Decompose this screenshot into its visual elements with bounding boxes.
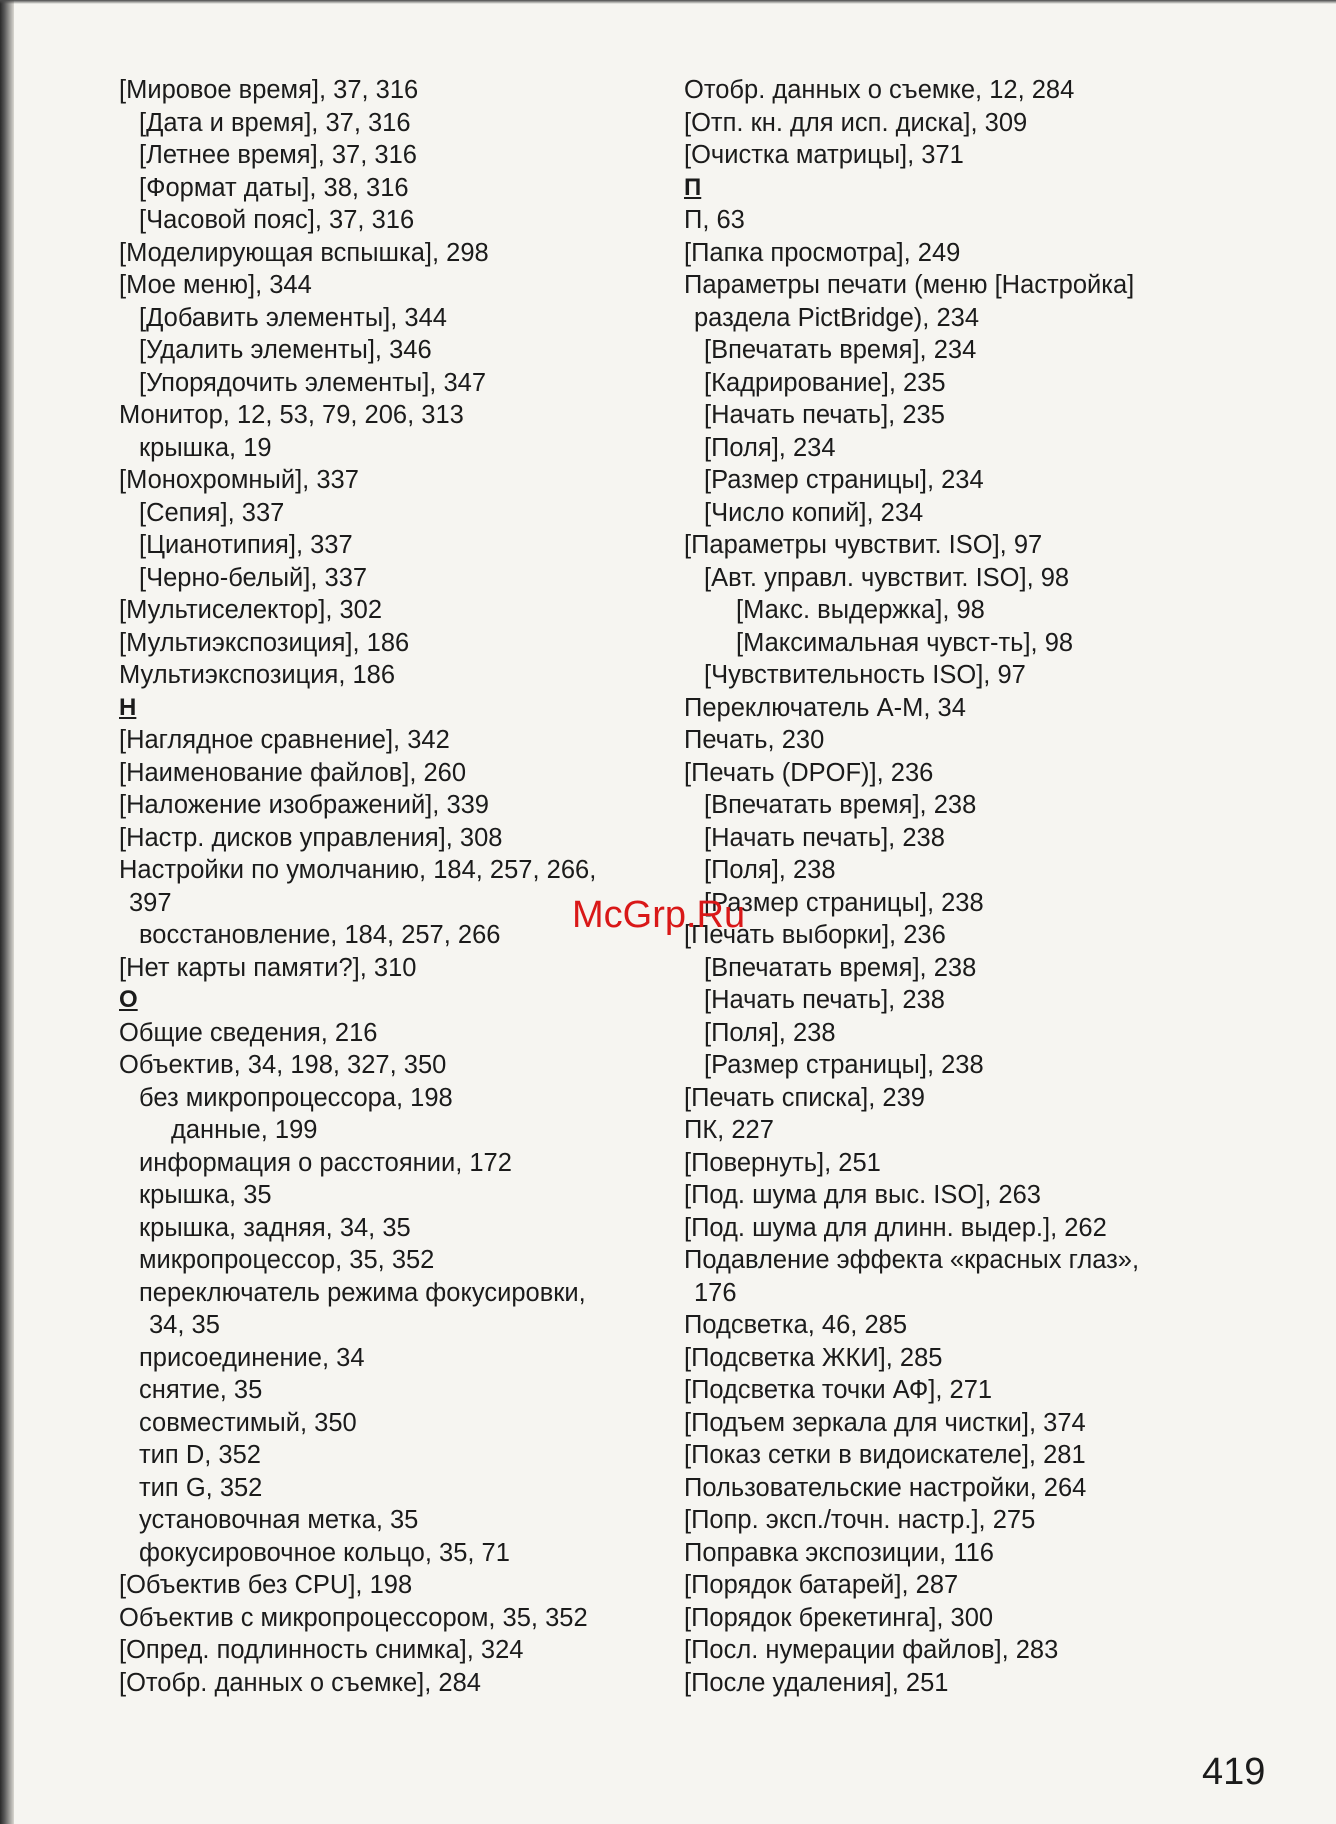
binding-edge <box>0 0 14 1824</box>
index-entry: 176 <box>694 1278 737 1307</box>
index-entry: [Впечатать время], 238 <box>704 953 977 982</box>
index-entry: [Мультиселектор], 302 <box>119 596 383 624</box>
index-entry: [Упорядочить элементы], 347 <box>139 368 487 397</box>
index-entry: крышка, 19 <box>139 433 272 462</box>
index-entry: [Впечатать время], 234 <box>704 336 977 364</box>
index-entry: Параметры печати (меню [Настройка] <box>684 271 1135 299</box>
watermark: McGrp.Ru <box>572 894 746 936</box>
index-entry: Отобр. данных о съемке, 12, 284 <box>684 76 1075 104</box>
index-entry: [Подсветка точки АФ], 271 <box>684 1376 993 1404</box>
index-entry: информация о расстоянии, 172 <box>139 1148 512 1177</box>
index-entry: [Настр. дисков управления], 308 <box>119 823 503 852</box>
index-entry: [Мое меню], 344 <box>119 271 312 299</box>
index-entry: [Поля], 234 <box>704 433 836 462</box>
index-entry: [Размер страницы], 238 <box>704 1051 984 1079</box>
index-entry: крышка, задняя, 34, 35 <box>139 1213 411 1242</box>
index-entry: совместимый, 350 <box>139 1408 357 1437</box>
index-entry: [Повернуть], 251 <box>684 1148 881 1177</box>
index-letter-heading: П <box>684 173 702 201</box>
index-entry: [Дата и время], 37, 316 <box>139 108 411 137</box>
index-entry: Подавление эффекта «красных глаз», <box>684 1246 1140 1274</box>
index-entry: [Печать выборки], 236 <box>684 921 946 949</box>
index-entry: [Отобр. данных о съемке], 284 <box>119 1668 481 1697</box>
index-entry: [Поля], 238 <box>704 1018 836 1047</box>
index-entry: Мультиэкспозиция, 186 <box>119 661 396 689</box>
index-entry: [Печать списка], 239 <box>684 1083 925 1112</box>
index-entry: [После удаления], 251 <box>684 1668 949 1697</box>
index-entry: Объектив, 34, 198, 327, 350 <box>119 1051 447 1079</box>
index-entry: [Черно-белый], 337 <box>139 563 368 592</box>
index-entry: снятие, 35 <box>139 1376 263 1404</box>
index-entry: микропроцессор, 35, 352 <box>139 1246 435 1274</box>
index-entry: Подсветка, 46, 285 <box>684 1311 908 1339</box>
index-entry: [Подъем зеркала для чистки], 374 <box>684 1408 1086 1437</box>
index-entry: [Мультиэкспозиция], 186 <box>119 628 410 657</box>
index-entry: присоединение, 34 <box>139 1343 365 1372</box>
index-entry: [Макс. выдержка], 98 <box>736 596 985 624</box>
index-entry: [Добавить элементы], 344 <box>139 303 447 332</box>
index-entry: Объектив с микропроцессором, 35, 352 <box>119 1603 588 1632</box>
index-entry: Настройки по умолчанию, 184, 257, 266, <box>119 856 597 884</box>
index-entry: фокусировочное кольцо, 35, 71 <box>139 1538 510 1567</box>
index-column-right <box>684 74 1244 1699</box>
index-column-left <box>119 74 679 1699</box>
index-entry: ПК, 227 <box>684 1116 774 1144</box>
index-entry: [Попр. эксп./точн. настр.], 275 <box>684 1506 1036 1534</box>
index-entry: [Формат даты], 38, 316 <box>139 173 409 202</box>
index-entry: [Посл. нумерации файлов], 283 <box>684 1636 1059 1664</box>
index-entry: [Порядок брекетинга], 300 <box>684 1603 994 1632</box>
index-entry: Поправка экспозиции, 116 <box>684 1538 994 1567</box>
index-entry: [Размер страницы], 238 <box>704 888 984 917</box>
index-entry: данные, 199 <box>171 1116 318 1144</box>
index-entry: [Летнее время], 37, 316 <box>139 141 417 169</box>
index-entry: раздела PictBridge), 234 <box>694 303 979 332</box>
index-entry: [Размер страницы], 234 <box>704 466 984 494</box>
index-entry: Монитор, 12, 53, 79, 206, 313 <box>119 401 464 429</box>
index-entry: П, 63 <box>684 206 745 234</box>
index-entry: [Показ сетки в видоискателе], 281 <box>684 1441 1086 1469</box>
index-entry: [Начать печать], 235 <box>704 401 945 429</box>
index-entry: [Под. шума для длинн. выдер.], 262 <box>684 1213 1107 1242</box>
index-entry: [Очистка матрицы], 371 <box>684 141 964 169</box>
index-entry: [Чувствительность ISO], 97 <box>704 661 1026 689</box>
index-entry: [Подсветка ЖКИ], 285 <box>684 1343 943 1372</box>
index-entry: восстановление, 184, 257, 266 <box>139 921 501 949</box>
index-entry: крышка, 35 <box>139 1181 272 1209</box>
index-entry: [Авт. управл. чувствит. ISO], 98 <box>704 563 1070 592</box>
index-entry: установочная метка, 35 <box>139 1506 419 1534</box>
index-letter-heading: Н <box>119 693 137 721</box>
index-entry: [Удалить элементы], 346 <box>139 336 432 364</box>
index-entry: [Сепия], 337 <box>139 498 285 527</box>
index-entry: [Порядок батарей], 287 <box>684 1571 959 1599</box>
index-entry: [Наглядное сравнение], 342 <box>119 726 450 754</box>
index-entry: [Число копий], 234 <box>704 498 924 527</box>
index-entry: [Опред. подлинность снимка], 324 <box>119 1636 524 1664</box>
index-entry: [Мировое время], 37, 316 <box>119 76 419 104</box>
scan-top-edge <box>0 0 1336 4</box>
index-entry: Пользовательские настройки, 264 <box>684 1473 1087 1502</box>
index-entry: [Кадрирование], 235 <box>704 368 946 397</box>
index-entry: переключатель режима фокусировки, <box>139 1278 586 1307</box>
index-entry: [Моделирующая вспышка], 298 <box>119 238 489 267</box>
index-entry: [Начать печать], 238 <box>704 986 945 1014</box>
index-entry: [Часовой пояс], 37, 316 <box>139 206 415 234</box>
index-entry: тип G, 352 <box>139 1473 263 1502</box>
index-entry: [Печать (DPOF)], 236 <box>684 758 934 787</box>
index-entry: [Наложение изображений], 339 <box>119 791 489 819</box>
index-entry: [Впечатать время], 238 <box>704 791 977 819</box>
index-entry: тип D, 352 <box>139 1441 261 1469</box>
index-entry: [Начать печать], 238 <box>704 823 945 852</box>
index-entry: [Параметры чувствит. ISO], 97 <box>684 531 1043 559</box>
page-number: 419 <box>1202 1751 1266 1793</box>
index-entry: [Монохромный], 337 <box>119 466 359 494</box>
index-entry: [Цианотипия], 337 <box>139 531 353 559</box>
index-letter-heading: О <box>119 986 138 1013</box>
index-entry: Переключатель A-M, 34 <box>684 693 966 722</box>
index-entry: [Поля], 238 <box>704 856 836 884</box>
index-entry: [Под. шума для выс. ISO], 263 <box>684 1181 1041 1209</box>
index-entry: [Максимальная чувст-ть], 98 <box>736 628 1074 657</box>
index-entry: [Нет карты памяти?], 310 <box>119 953 417 982</box>
index-entry: [Наименование файлов], 260 <box>119 758 467 787</box>
index-entry: Печать, 230 <box>684 726 825 754</box>
index-entry: [Папка просмотра], 249 <box>684 238 961 267</box>
index-entry: Общие сведения, 216 <box>119 1018 378 1047</box>
index-entry: 397 <box>129 888 172 917</box>
index-entry: [Отп. кн. для исп. диска], 309 <box>684 108 1028 137</box>
index-entry: 34, 35 <box>149 1311 220 1339</box>
index-entry: без микропроцессора, 198 <box>139 1083 453 1112</box>
index-entry: [Объектив без CPU], 198 <box>119 1571 413 1599</box>
